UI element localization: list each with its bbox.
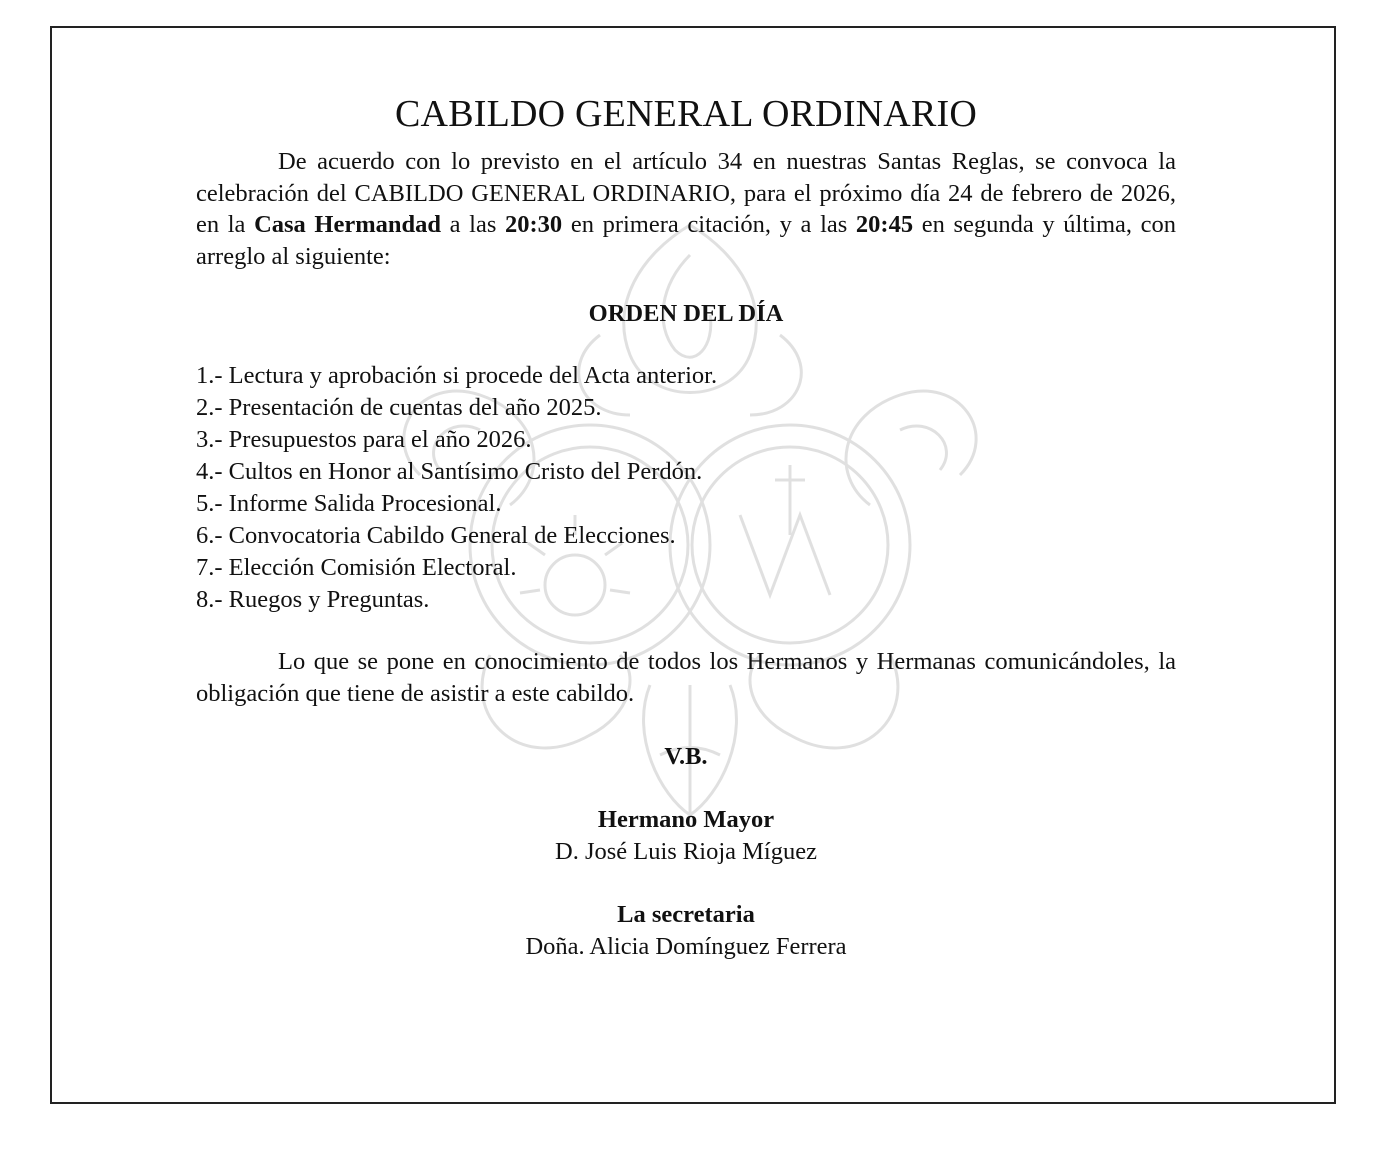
convocation-paragraph: [196, 146, 1176, 272]
agenda-heading: ORDEN DEL DÍA: [588, 300, 784, 327]
signature-block-hermano-mayor: [196, 804, 1176, 868]
second-call-time: 20:45: [855, 211, 914, 238]
agenda-item: 7.- Elección Comisión Electoral.: [196, 554, 517, 581]
signature-role: Hermano Mayor: [597, 806, 775, 833]
signature-name: D. José Luis Rioja Míguez: [555, 838, 817, 865]
signature-name: Doña. Alicia Domínguez Ferrera: [525, 933, 847, 960]
intro-text-2: a las: [441, 211, 506, 238]
signature-role: La secretaria: [617, 901, 755, 928]
document-title: CABILDO GENERAL ORDINARIO: [395, 93, 977, 135]
approval-mark: V.B.: [664, 743, 708, 770]
agenda-item: 4.- Cultos en Honor al Santísimo Cristo del Perdón.: [196, 458, 703, 485]
agenda-item: 2.- Presentación de cuentas del año 2025.: [196, 394, 602, 421]
agenda-item: 5.- Informe Salida Procesional.: [196, 490, 502, 517]
document-body: [196, 86, 1176, 963]
signature-block-secretaria: [196, 899, 1176, 963]
closing-paragraph: Lo que se pone en conocimiento de todos los Hermanos y Hermanas comunicándoles, la obligación que tiene de asistir a este cabildo.: [196, 648, 1176, 707]
agenda-item: 6.- Convocatoria Cabildo General de Elecciones.: [196, 522, 676, 549]
intro-text-3: en primera citación, y a las: [562, 211, 856, 238]
agenda-list: [196, 360, 1176, 616]
intro-text-4: en segunda y última, con arreglo al siguiente:: [196, 211, 1177, 270]
agenda-item: 8.- Ruegos y Preguntas.: [196, 586, 430, 613]
meeting-place: Casa Hermandad: [254, 211, 442, 238]
intro-text-1: De acuerdo con lo previsto en el artículo 34 en nuestras Santas Reglas, se convoca la celebración del CABILDO GENERAL ORDINARIO, para el próximo día 24 de febrero de 2026, en la: [196, 148, 1176, 238]
first-call-time: 20:30: [505, 211, 563, 238]
agenda-item: 3.- Presupuestos para el año 2026.: [196, 426, 532, 453]
agenda-item: 1.- Lectura y aprobación si procede del Acta anterior.: [196, 362, 718, 389]
